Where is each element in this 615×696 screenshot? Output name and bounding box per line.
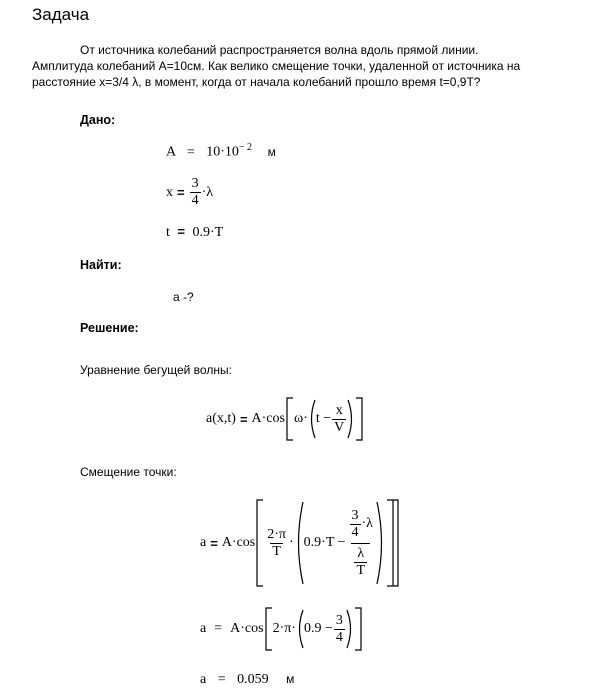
- right-paren: [346, 609, 354, 649]
- left-bracket: [264, 607, 273, 651]
- simplified-equation: a = A·cos 2·π· 0.9 − $\frac{3}{4}$: [200, 606, 363, 652]
- disp-dot: ·: [288, 535, 294, 550]
- right-bracket: [355, 397, 364, 441]
- left-bracket: [255, 499, 264, 587]
- x-fraction: [190, 176, 201, 209]
- simp-numerator: 3: [335, 612, 343, 628]
- given-amplitude: $A = 10\cdot 10^{- 2}$ м: [166, 142, 276, 160]
- inner-denominator: 4: [351, 524, 359, 540]
- lambda-numerator: λ: [357, 545, 365, 561]
- simp-lhs: a: [200, 621, 207, 636]
- simp-denominator: 4: [335, 629, 343, 645]
- problem-line-2: Амплитуда колебаний А=10см. Как велико смещение точки, удаленной от источника на: [32, 59, 521, 73]
- wave-equation: a(x,t) = A·cos ω· t − $\frac{x}{V}$: [206, 396, 364, 442]
- amplitude-lhs: A: [166, 144, 176, 160]
- right-paren: [347, 399, 355, 439]
- given-label: Дано:: [80, 113, 116, 127]
- inner-tail: ·λ: [361, 516, 373, 531]
- result-equation: a = 0.059 м: [200, 672, 295, 687]
- displacement-equation: a = A·cos $\frac{2\cdot\pi}{T}$ · 0.9·T − $\frac{3}{4}$ ·λ $\frac{\lambda}{T}$: [200, 498, 400, 588]
- amplitude-exponent: − 2: [238, 142, 253, 153]
- problem-line-1: От источника колебаний распространяется волна вдоль прямой линии.: [80, 43, 479, 57]
- x-numerator: 3: [191, 176, 199, 191]
- left-bracket: [285, 397, 294, 441]
- page-title: Задача: [32, 5, 90, 24]
- simp-amplitude-cos: A·cos: [230, 621, 264, 636]
- x-tail: ·λ: [201, 184, 214, 200]
- given-x: x = $\frac{3}{4}$ ·λ: [166, 176, 214, 208]
- wave-equation-label: Уравнение бегущей волны:: [80, 363, 232, 377]
- x-lhs: x: [166, 184, 173, 200]
- result-unit: м: [286, 672, 295, 686]
- disp-lhs: a: [200, 535, 207, 550]
- wave-fraction: [332, 403, 346, 436]
- lambda-over-t-fraction: [354, 546, 367, 579]
- left-paren: [308, 399, 316, 439]
- lambda-denominator: T: [356, 562, 366, 578]
- displacement-label: Смещение точки:: [80, 465, 177, 479]
- right-paren: [376, 501, 386, 585]
- left-paren: [296, 609, 304, 649]
- problem-line-3: расстояние x=3/4 λ, в момент, когда от начала колебаний прошло время t=0,9T?: [32, 75, 481, 89]
- right-double-bracket: [386, 499, 400, 587]
- result-lhs: a: [200, 672, 207, 687]
- simp-two-pi: 2·π·: [272, 621, 296, 636]
- left-paren: [294, 501, 304, 585]
- wave-amplitude-cos: A·cos: [251, 411, 285, 426]
- t-lhs: t: [166, 225, 170, 240]
- compound-denominator: [351, 543, 370, 579]
- inner-numerator: 3: [351, 507, 359, 523]
- compound-numerator: [347, 508, 375, 543]
- two-pi-over-t-fraction: [265, 527, 288, 560]
- compound-fraction: [347, 508, 375, 579]
- wave-lhs: a(x,t): [206, 411, 236, 426]
- disp-amplitude-cos: A·cos: [221, 535, 256, 550]
- result-value: 0.059: [237, 672, 269, 687]
- wave-numerator: x: [335, 402, 343, 418]
- wave-omega: ω·: [293, 411, 308, 426]
- x-denominator: 4: [191, 193, 199, 208]
- disp-09t: 0.9·T −: [303, 535, 346, 550]
- find-label: Найти:: [80, 258, 122, 272]
- simp-fraction: [334, 613, 345, 646]
- find-value: a -?: [173, 290, 194, 304]
- simp-09: 0.9 −: [303, 621, 333, 636]
- wave-denominator: V: [334, 419, 345, 435]
- t-value: 0.9·T: [192, 225, 224, 240]
- two-pi-denominator: T: [272, 543, 281, 559]
- two-pi-numerator: 2·π: [267, 526, 286, 542]
- wave-t: t −: [315, 411, 332, 426]
- given-t: t = 0.9·T: [166, 224, 224, 240]
- amplitude-value: 10·10: [206, 144, 239, 160]
- right-bracket: [354, 607, 363, 651]
- amplitude-unit: м: [267, 144, 276, 159]
- solution-label: Решение:: [80, 321, 139, 335]
- inner-fraction: [350, 508, 361, 541]
